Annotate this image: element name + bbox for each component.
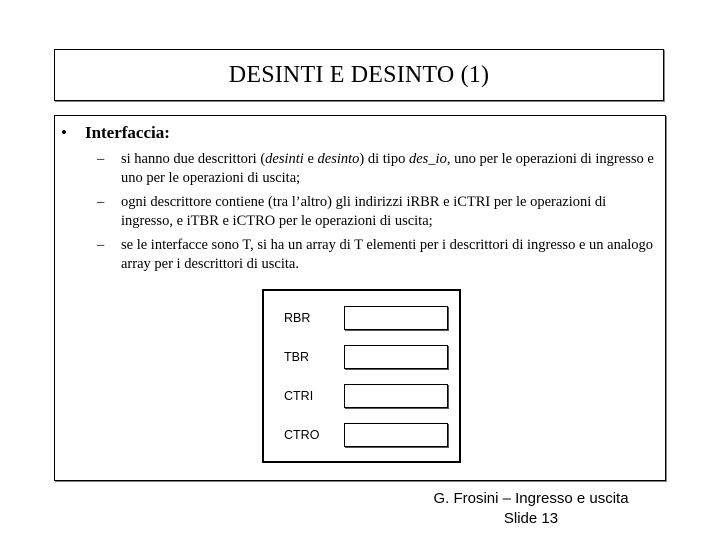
- register-label: CTRI: [284, 389, 314, 403]
- sub-text-italic: des_io: [408, 151, 447, 167]
- main-bullet: [61, 123, 170, 143]
- sub-text: ogni descrittore contiene (tra l’altro) gli indirizzi iRBR e iCTRI per le operazioni di ingresso, e iTBR e iCTRO per le operazioni di uscita;: [121, 194, 607, 229]
- register-row-ctri: [284, 384, 454, 410]
- dash-marker: –: [97, 194, 105, 210]
- content-box: [54, 115, 666, 481]
- sub-text-italic: desinto: [317, 151, 360, 167]
- sub-item-descrittori: [97, 150, 657, 188]
- register-row-ctro: [284, 423, 454, 449]
- register-label: CTRO: [284, 428, 320, 442]
- bullet-marker: •: [61, 123, 67, 142]
- register-row-rbr: [284, 306, 454, 332]
- dash-marker: –: [97, 237, 105, 253]
- sub-text: ) di tipo: [359, 151, 409, 167]
- sub-text: e: [303, 151, 318, 167]
- footer-author: G. Frosini – Ingresso e uscita: [433, 490, 629, 507]
- register-box: [344, 345, 448, 369]
- register-label: TBR: [284, 350, 309, 364]
- bullet-label: Interfaccia:: [84, 123, 170, 142]
- register-diagram: [262, 289, 461, 463]
- slide-title: DESINTI E DESINTO (1): [228, 61, 490, 88]
- sub-item-array: [97, 236, 657, 274]
- register-row-tbr: [284, 345, 454, 371]
- sub-list: [97, 150, 657, 279]
- sub-item-indirizzi: [97, 193, 657, 231]
- title-box: [54, 49, 664, 101]
- sub-text: si hanno due descrittori (: [121, 151, 266, 167]
- slide-footer: [400, 489, 662, 529]
- register-box: [344, 306, 448, 330]
- sub-text-italic: desinti: [265, 151, 304, 167]
- slide-number: Slide 13: [503, 510, 559, 527]
- register-box: [344, 384, 448, 408]
- register-label: RBR: [284, 311, 311, 325]
- sub-text: se le interfacce sono T, si ha un array di T elementi per i descrittori di ingresso e un analogo array per i descrittori di uscita.: [121, 237, 654, 272]
- register-box: [344, 423, 448, 447]
- sub-text: , uno per le operazioni di ingresso e uno per le operazioni di uscita;: [121, 151, 654, 186]
- dash-marker: –: [97, 151, 105, 167]
